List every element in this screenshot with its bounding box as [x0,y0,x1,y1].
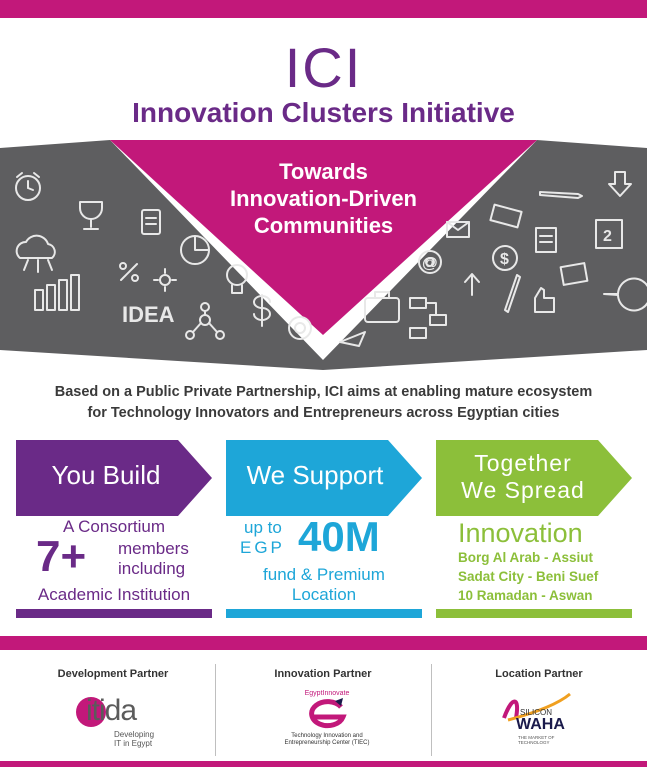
idea-word: IDEA [122,302,175,327]
itida-wordmark: itida [86,694,137,727]
city-pair: Sadat City - Beni Suef [458,569,599,584]
fund-premium-text: fund & Premium [263,565,385,584]
tagline-line: Communities [253,213,394,238]
tagline [160,158,487,239]
partner-divider [431,664,432,756]
city-pair: 10 Ramadan - Aswan [458,588,593,603]
tagline-line: Towards [279,159,368,184]
target-icon [289,317,311,339]
location-partner-label: Location Partner [495,668,583,680]
bottom-accent-bar [0,761,647,767]
together-label-line: Together [474,450,572,476]
page-title: Innovation Clusters Initiative [132,97,515,128]
we-support-underline [226,609,422,618]
dollar-coin-sign: $ [500,251,509,268]
itida-subtitle [114,730,154,748]
tagline-line: Innovation-Driven [229,186,417,211]
egyptinnovate-text: EgyptInnovate [304,690,350,697]
members-count: 7+ [36,532,87,581]
you-build-underline [16,609,212,618]
academic-text: Academic Institution [37,585,191,604]
together-we-spread-underline [436,609,632,618]
together-we-spread-label [448,450,598,504]
you-build-label: You Build [51,460,161,490]
silicon-waha-logo [498,692,578,752]
tiec-logo [272,690,382,756]
innovation-text: Innovation [458,518,583,548]
consortium-text: A Consortium [62,517,166,536]
tiec-subtitle [272,733,382,747]
itida-sub-line: Developing [114,730,155,739]
tiec-sub-line: Technology Innovation and [291,733,363,739]
calendar-number: 2 [603,228,612,245]
innovation-partner-label: Innovation Partner [274,668,372,680]
up-to-text: up to [244,518,282,537]
middle-accent-bar [0,636,647,650]
together-we-spread-details [436,518,632,605]
description [20,382,627,424]
including-text: including [118,559,186,578]
we-support-details [226,513,422,605]
partner-divider [215,664,216,756]
itida-logo [74,692,194,752]
top-accent-bar [0,0,647,18]
currency-text: EGP [240,538,285,557]
tiec-e-mark [305,697,349,729]
waha-wordmark: WAHA [516,716,565,733]
waha-subtitle: THE MARKET OF TECHNOLOGY [518,735,555,745]
silicon-text: SILICON [520,708,553,717]
development-partner-label: Development Partner [57,668,169,680]
description-line: for Technology Innovators and Entrepreneurs across Egyptian cities [87,405,560,421]
members-text: members [118,539,189,558]
we-support-label: We Support [246,460,384,490]
at-sign-glyph: @ [422,255,438,272]
tiec-sub-line: Entrepreneurship Center (TIEC) [284,740,370,746]
city-pair: Borg Al Arab - Assiut [458,550,594,565]
location-text: Location [291,585,357,604]
together-label-line: We Spread [461,477,585,503]
description-line: Based on a Public Private Partnership, ICI aims at enabling mature ecosystem [54,384,593,400]
itida-sub-line: IT in Egypt [114,739,153,748]
you-build-details [16,517,212,607]
fund-amount: 40M [298,513,380,560]
ici-logo: ICI [284,36,363,99]
